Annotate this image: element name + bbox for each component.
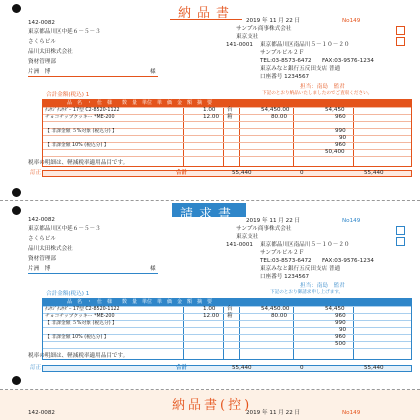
total-amount: 55,440 [232, 365, 252, 371]
staff-label: 担当：南島 監君 [300, 283, 345, 289]
recipient-dept: 資材管理部 [28, 256, 56, 262]
items-table [42, 99, 412, 167]
tax-row: 【 非課金額 10% (税込分) 】 [45, 143, 109, 148]
recipient-address: 東京都品川区中延６－５－３ [28, 29, 101, 35]
seller-company: サンプル商事株式会社 [236, 226, 292, 232]
tax-amount: 990 [335, 320, 346, 326]
table-row [43, 135, 411, 142]
seller-building: サンプルビル２Ｆ [260, 250, 305, 256]
correction-label: 訂正 [30, 170, 42, 176]
staff-label: 担当：南島 監君 [300, 84, 345, 90]
tax-amount: 500 [335, 341, 346, 347]
tax-row: 【 非課金額 ５%対象 (税込分) 】 [45, 129, 117, 134]
table-row [43, 121, 411, 128]
seller-fax: FAX:03-9576-1234 [322, 58, 374, 64]
seal-box [396, 37, 405, 46]
binding-hole [12, 206, 21, 215]
seller-fax: FAX:03-9576-1234 [322, 258, 374, 264]
section-label: 合計金額(税込) 1 [46, 291, 90, 297]
seller-tel: TEL:03-8573-6472 [260, 58, 312, 64]
item-amount: 54,450 [325, 107, 345, 113]
recipient-company: 品川太田株式会社 [28, 49, 73, 55]
recipient-zip: 142-0082 [28, 20, 55, 26]
delivery-copy-slip [0, 390, 420, 420]
tax-amount: 50,400 [325, 149, 345, 155]
seller-zip: 141-0001 [226, 42, 253, 48]
seller-company: サンプル商事株式会社 [236, 26, 292, 32]
issue-date: 2019 年 11 月 22 日 [246, 218, 301, 224]
item-qty: 1.00 [203, 107, 216, 113]
tax-note: 税率の明細は、軽減税率適用品目です。 [28, 160, 129, 166]
bank-name: 東京みなと銀行五反田支店 普通 [260, 66, 341, 72]
item-amount: 960 [335, 114, 346, 120]
bank-account: 口座番号 1234567 [260, 74, 310, 80]
total-zero: 0 [300, 170, 304, 176]
seller-address: 東京都品川区南品川５－１０－２０ [260, 242, 350, 248]
recipient-company: 品川太田株式会社 [28, 246, 73, 252]
invoice-title: 請求書 [180, 207, 238, 222]
delivery-title: 納品書 [178, 6, 236, 21]
total-bar [42, 365, 412, 372]
copy-title: 納品書(控) [172, 398, 253, 413]
recipient-person: 片洲 博 [28, 266, 51, 272]
item-qty: 1.00 [203, 306, 216, 312]
item-price: 54,450.00 [261, 107, 290, 113]
tax-amount: 90 [339, 135, 347, 141]
tax-note: 税率の明細は、軽減税率適用品目です。 [28, 353, 129, 359]
item-unit: 台 [227, 306, 233, 312]
recipient-underline [28, 76, 158, 77]
issue-date: 2019 年 11 月 22 日 [246, 410, 301, 416]
item-name: チョコチップクッキー *ME-200 [45, 314, 115, 319]
correction-label: 訂正 [30, 365, 42, 371]
recipient-underline [28, 273, 158, 274]
items-table [42, 298, 412, 360]
delivery-notice: 下記のとおり納品いたしましたのでご査収ください。 [262, 91, 373, 96]
bank-account: 口座番号 1234567 [260, 274, 310, 280]
seller-tel: TEL:03-8573-6472 [260, 258, 312, 264]
total-label: 合計 [176, 365, 188, 371]
title-underline [170, 19, 242, 20]
invoice-notice: 下記のとおり御請求申し上げます。 [270, 290, 344, 295]
seller-branch: 東京支社 [236, 34, 259, 40]
recipient-zip: 142-0082 [28, 217, 55, 223]
recipient-building: さくらビル [28, 236, 56, 242]
document-number: No149 [342, 410, 361, 416]
tax-amount: 90 [339, 327, 347, 333]
invoice-slip [0, 203, 420, 389]
item-qty: 12.00 [203, 313, 220, 319]
tax-amount: 960 [335, 334, 346, 340]
seal-box [396, 237, 405, 246]
recipient-person: 片洲 博 [28, 69, 51, 75]
seller-building: サンプルビル２Ｆ [260, 50, 305, 56]
table-header-text: 品 名 ・ 仕 様 数 量 単位 単 価 金 額 摘 要 [67, 100, 213, 106]
binding-hole [12, 376, 21, 385]
tax-amount: 960 [335, 142, 346, 148]
item-price: 54,450.00 [261, 306, 290, 312]
seller-branch: 東京支社 [236, 234, 259, 240]
recipient-building: さくらビル [28, 39, 56, 45]
honorific: 様 [150, 69, 156, 75]
seller-address: 東京都品川区南品川５－１０－２０ [260, 42, 350, 48]
table-row [43, 149, 411, 156]
honorific: 様 [150, 266, 156, 272]
item-amount: 960 [335, 313, 346, 319]
item-amount: 54,450 [325, 306, 345, 312]
section-label: 合計金額(税込) 1 [46, 92, 90, 98]
bank-name: 東京みなと銀行五反田支店 普通 [260, 266, 341, 272]
perforation-line [0, 200, 420, 201]
seal-box [396, 26, 405, 35]
issue-date: 2019 年 11 月 22 日 [246, 18, 301, 24]
total-bar [42, 170, 412, 177]
document-number: No149 [342, 218, 361, 224]
total-label: 合計 [176, 170, 188, 176]
table-row [43, 327, 411, 334]
item-unit: 台 [227, 107, 233, 113]
item-unit: 箱 [227, 114, 233, 120]
document-number: No149 [342, 18, 361, 24]
item-price: 80.00 [271, 114, 288, 120]
recipient-zip: 142-0082 [28, 410, 55, 416]
item-qty: 12.00 [203, 114, 220, 120]
delivery-slip [0, 0, 420, 200]
tax-row: 【 非課金額 10% (税込分) 】 [45, 335, 109, 340]
tax-row: 【 非課金額 ５%対象 (税込分) 】 [45, 321, 117, 326]
recipient-dept: 資材管理部 [28, 59, 56, 65]
table-header-text: 品 名 ・ 仕 様 数 量 単位 単 価 金 額 摘 要 [67, 299, 213, 305]
tax-amount: 990 [335, 128, 346, 134]
binding-hole [12, 4, 21, 13]
item-name: ﾁｮｳｼﾞﾁｮｳﾀﾞｰ 17型 C2-8520-1122 [45, 307, 120, 312]
grand-total: 55,440 [364, 365, 384, 371]
item-unit: 箱 [227, 313, 233, 319]
grand-total: 55,440 [364, 170, 384, 176]
recipient-address: 東京都品川区中延６－５－３ [28, 226, 101, 232]
binding-hole [12, 188, 21, 197]
item-name: チョコチップクッキー *ME-200 [45, 115, 115, 120]
seal-box [396, 226, 405, 235]
seller-zip: 141-0001 [226, 242, 253, 248]
total-zero: 0 [300, 365, 304, 371]
item-name: ﾁｮｳｼﾞﾁｮｳﾀﾞｰ 17型 C2-8520-1122 [45, 108, 120, 113]
total-amount: 55,440 [232, 170, 252, 176]
item-price: 80.00 [271, 313, 288, 319]
table-row [43, 341, 411, 348]
